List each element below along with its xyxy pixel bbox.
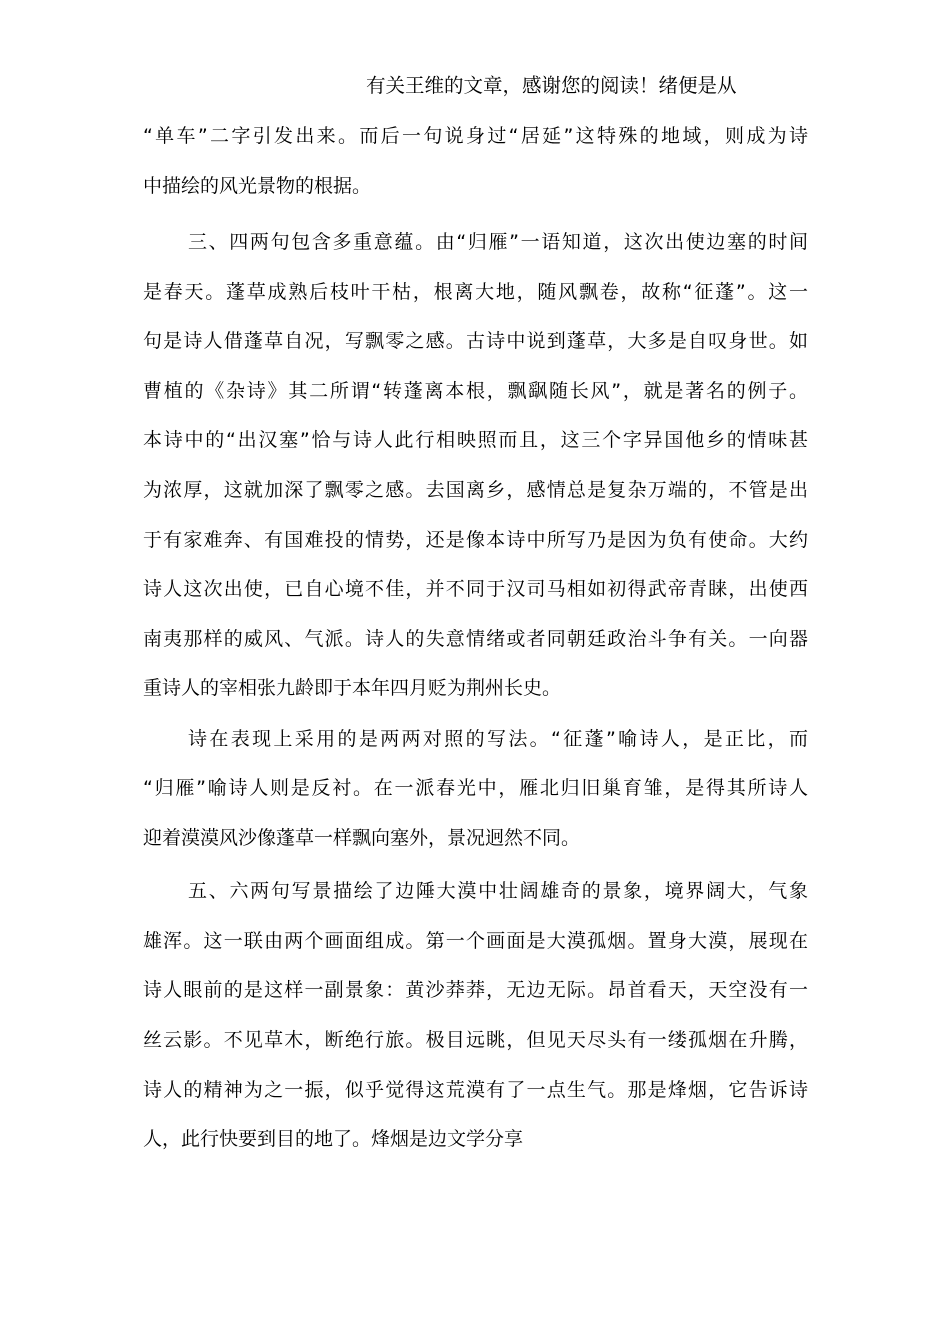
text-line: 重诗人的宰相张九龄即于本年四月贬为荆州长史。 [143, 677, 562, 699]
text-line: 是春天。蓬草成熟后枝叶干枯，根离大地，随风飘卷，故称“征蓬”。这一 [143, 281, 808, 303]
header-title: 有关王维的文章，感谢您的阅读！ [366, 74, 659, 97]
text-line-last [143, 1122, 808, 1156]
text-line: 诗人这次出使，已自心境不佳，并不同于汉司马相如初得武帝青睐，出使西 [143, 578, 808, 600]
text-line: 诗在表现上采用的是两两对照的写法。“征蓬”喻诗人，是正比，而 [188, 728, 808, 750]
text-line: 五、六两句写景描绘了边陲大漠中壮阔雄奇的景象，境界阔大，气象 [188, 880, 808, 902]
text-line: 本诗中的“出汉塞”恰与诗人此行相映照而且，这三个字异国他乡的情味甚 [143, 429, 808, 451]
text-line: 于有家难奔、有国难投的情势，还是像本诗中所写乃是因为负有使命。大约 [143, 529, 808, 551]
header-continuation: 绪便是从 [658, 74, 737, 97]
text-line: “归雁”喻诗人则是反衬。在一派春光中，雁北归旧巢育雏，是得其所诗人 [143, 777, 808, 799]
text-line: 南夷那样的威风、气派。诗人的失意情绪或者同朝廷政治斗争有关。一向器 [143, 628, 808, 650]
footer-tail: 文学分享 [447, 1128, 524, 1150]
text-fragment: 人，此行快要到目的地了。烽烟是边 [143, 1128, 448, 1150]
text-line: 曹植的《杂诗》其二所谓“转蓬离本根，飘飖随长风”，就是著名的例子。 [143, 380, 808, 402]
text-line: 句是诗人借蓬草自况，写飘零之感。古诗中说到蓬草，大多是自叹身世。如 [143, 330, 808, 352]
text-line: 诗人的精神为之一振，似乎觉得这荒漠有了一点生气。那是烽烟，它告诉诗 [143, 1079, 808, 1101]
text-line: “单车”二字引发出来。而后一句说身过“居延”这特殊的地域，则成为诗 [143, 125, 808, 147]
text-line: 中描绘的风光景物的根据。 [143, 175, 372, 197]
text-line: 为浓厚，这就加深了飘零之感。去国离乡，感情总是复杂万端的，不管是出 [143, 479, 808, 501]
text-line: 迎着漠漠风沙像蓬草一样飘向塞外，景况迥然不同。 [143, 827, 581, 849]
text-line: 三、四两句包含多重意蕴。由“归雁”一语知道，这次出使边塞的时间 [188, 231, 808, 253]
text-line: 雄浑。这一联由两个画面组成。第一个画面是大漠孤烟。置身大漠，展现在 [143, 930, 808, 952]
text-line: 丝云影。不见草木，断绝行旅。极目远眺，但见天尽头有一缕孤烟在升腾， [143, 1029, 808, 1051]
text-line: 诗人眼前的是这样一副景象：黄沙莽莽，无边无际。昂首看天，天空没有一 [143, 979, 808, 1001]
page-header [366, 68, 796, 104]
